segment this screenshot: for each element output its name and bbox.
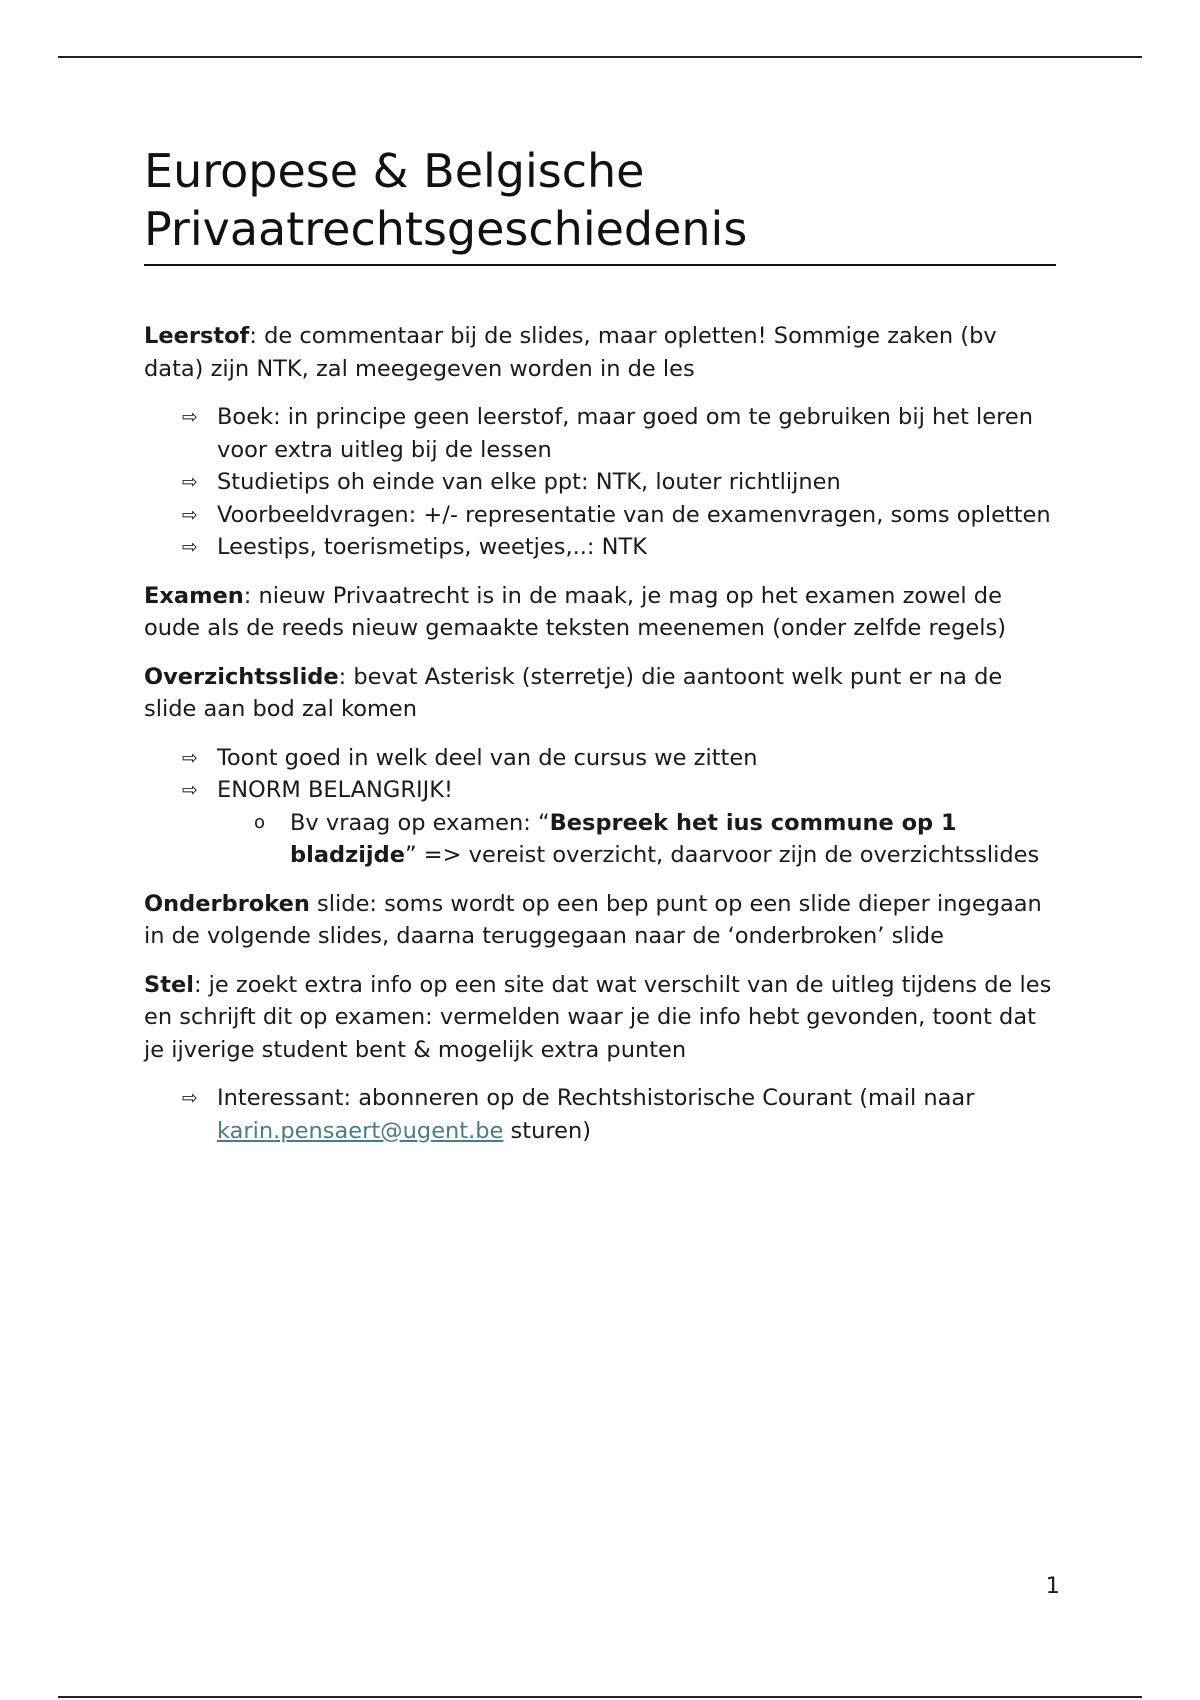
list-item-text: Toont goed in welk deel van de cursus we zitten: [217, 744, 758, 771]
list-item: [144, 1082, 1056, 1147]
overzichtsslide-paragraph: [144, 661, 1056, 726]
list-item-text: Boek: in principe geen leerstof, maar goed om te gebruiken bij het leren voor extra uitleg bij de lessen: [217, 404, 1034, 463]
onderbroken-label: Onderbroken: [144, 890, 310, 917]
stel-bullet-list: [144, 1082, 1056, 1147]
list-item: [144, 499, 1056, 532]
document-title-line-2: Privaatrechtsgeschiedenis: [144, 202, 748, 256]
list-item: [217, 807, 1056, 872]
leerstof-paragraph: [144, 320, 1056, 385]
overzichtsslide-text: : bevat Asterisk (sterretje) die aantoont welk punt er na de slide aan bod zal komen: [144, 663, 1003, 722]
arrow-bullet-icon: ⇨: [182, 406, 198, 428]
page-top-rule: [58, 56, 1142, 58]
document-title: [144, 142, 1056, 266]
list-item: [144, 742, 1056, 775]
arrow-bullet-icon: ⇨: [182, 503, 198, 526]
list-item-text: Voorbeeldvragen: +/- representatie van de examenvragen, soms opletten: [217, 501, 1051, 528]
leerstof-text: : de commentaar bij de slides, maar opletten! Sommige zaken (bv data) zijn NTK, zal meegegeven worden in de les: [144, 323, 997, 382]
arrow-bullet-icon: ⇨: [182, 1087, 198, 1109]
leerstof-bullet-list: [144, 401, 1056, 564]
arrow-bullet-icon: ⇨: [182, 746, 198, 769]
email-link[interactable]: karin.pensaert@ugent.be: [217, 1117, 504, 1144]
list-item: [144, 401, 1056, 466]
stel-label: Stel: [144, 971, 194, 998]
list-item-text: Leestips, toerismetips, weetjes,..: NTK: [217, 534, 647, 560]
document-title-line-1: Europese & Belgische: [144, 144, 645, 198]
stel-bullet-prefix: Interessant: abonneren op de Rechtshistorische Courant (mail naar: [217, 1085, 975, 1111]
list-item: [144, 466, 1056, 499]
leerstof-label: Leerstof: [144, 323, 250, 349]
list-item-text: ENORM BELANGRIJK!: [217, 777, 453, 803]
overzichtsslide-label: Overzichtsslide: [144, 663, 339, 690]
page-number: 1: [1045, 1573, 1060, 1599]
stel-text: : je zoekt extra info op een site dat wat verschilt van de uitleg tijdens de les en schrijft dit op examen: vermelden waar je die info hebt gevonden, toont dat je ijverige student bent & mogelijk extra punten: [144, 971, 1052, 1063]
arrow-bullet-icon: ⇨: [182, 536, 198, 558]
examen-paragraph: [144, 580, 1056, 645]
page-bottom-rule: [58, 1696, 1142, 1698]
list-item: [144, 531, 1056, 564]
onderbroken-paragraph: [144, 888, 1056, 953]
stel-bullet-suffix: sturen): [503, 1117, 592, 1144]
examen-text: : nieuw Privaatrecht is in de maak, je mag op het examen zowel de oude als de reeds nieuw gemaakte teksten meenemen (onder zelfde regels): [144, 582, 1007, 641]
circle-bullet-icon: o: [254, 811, 266, 833]
arrow-bullet-icon: ⇨: [182, 779, 198, 801]
page-content: [144, 142, 1056, 1147]
onderbroken-text: slide: soms wordt op een bep punt op een slide dieper ingegaan in de volgende slides, daarna teruggegaan naar de ‘onderbroken’ slide: [144, 890, 1042, 949]
stel-paragraph: [144, 969, 1056, 1067]
examen-label: Examen: [144, 582, 244, 609]
sub-bullet-suffix: ” => vereist overzicht, daarvoor zijn de overzichtsslides: [405, 842, 1040, 868]
sub-bullet-prefix: Bv vraag op examen: “: [290, 809, 550, 836]
arrow-bullet-icon: ⇨: [182, 471, 198, 493]
overzichtsslide-bullet-list: [144, 742, 1056, 872]
sub-bullet-bold: Bespreek het ius commune op 1 bladzijde: [290, 809, 957, 868]
sub-bullet-list: [217, 807, 1056, 872]
list-item-text: Studietips oh einde van elke ppt: NTK, louter richtlijnen: [217, 469, 841, 495]
list-item: [144, 774, 1056, 872]
